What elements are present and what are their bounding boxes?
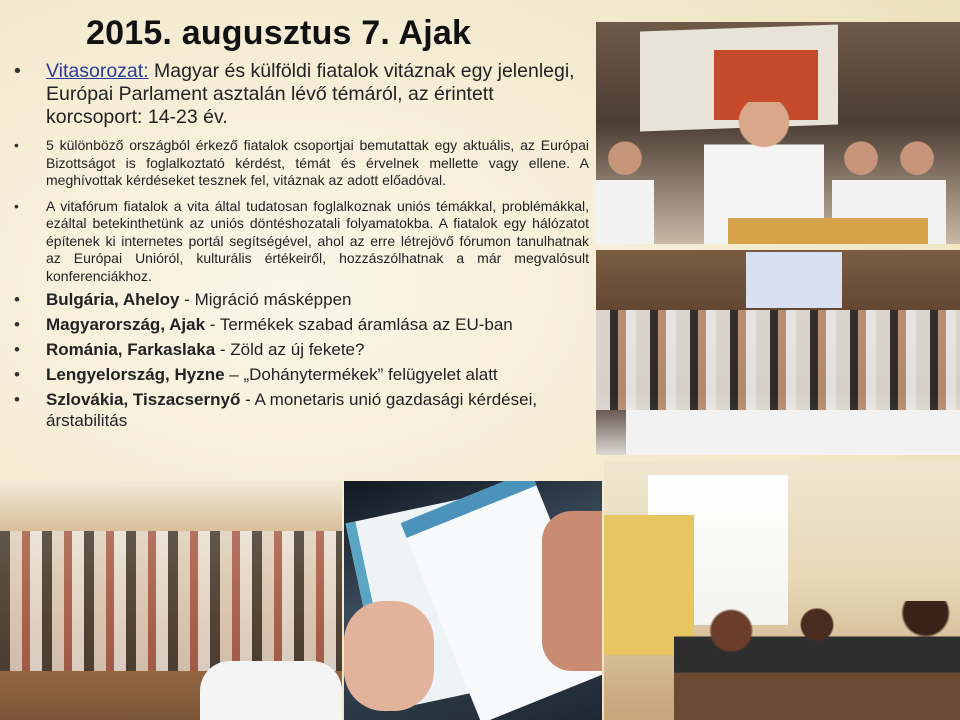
country-name: Szlovákia, Tiszacsernyő <box>46 390 241 409</box>
round-table <box>200 661 342 720</box>
podium <box>728 218 928 244</box>
country-item <box>14 389 589 431</box>
person-figure <box>596 134 654 244</box>
country-topic: - Zöld az új fekete? <box>215 340 365 359</box>
lead-text: Magyar és külföldi fiatalok vitáznak egy jelenlegi, Európai Parlament asztalán lévő témáról, az érintett korcsoport: 14-23 év. <box>46 60 575 128</box>
photo-speaker-podium <box>596 22 960 244</box>
country-topic: - Migráció másképpen <box>179 290 352 309</box>
country-name: Magyarország, Ajak <box>46 315 206 334</box>
country-name: Románia, Farkaslaka <box>46 340 216 359</box>
audience <box>0 531 342 671</box>
paragraph-bullet: • A vitafórum fiatalok a vita által tudatosan foglalkoznak uniós témákkal, problémákkal, ezáltal betekinthetünk az uniós döntéshozatali folyamatokba. A fiatalok egy hálózatot építenek ki internetes portál segítségével, ahol az erre létrejövő fórumon tanulhatnak az Európai Unióról, kulturális értékeiről, hozzászólhatnak a már megvalósult konferenciákhoz. <box>14 198 589 286</box>
country-topic: - Termékek szabad áramlása az EU-ban <box>205 315 513 334</box>
country-topic: – „Dohánytermékek” felügyelet alatt <box>224 365 498 384</box>
text-content <box>14 60 589 435</box>
photo-brochure <box>344 481 602 720</box>
country-item <box>14 339 589 360</box>
audience <box>596 310 960 410</box>
country-topic: - A monetaris unió gazdasági kérdései, árstabilitás <box>46 390 538 430</box>
country-item <box>14 289 589 310</box>
face <box>542 511 602 671</box>
bullet-list <box>14 60 589 431</box>
seated-people <box>674 601 960 720</box>
country-item <box>14 364 589 385</box>
head-table <box>626 410 960 455</box>
paragraph-bullet: • 5 különböző országból érkező fiatalok csoportjai bemutattak egy aktuális, az Európai Bizottságot is foglalkoztató kérdést, témát és érvelnek mellette vagy ellene. A meghívottak kérdéseket tesznek fel, vitáznak az adott előadóval. <box>14 137 589 190</box>
country-name: Bulgária, Aheloy <box>46 290 180 309</box>
photo-conference-hall <box>596 250 960 455</box>
photo-discussion-group <box>604 461 960 720</box>
page-title: 2015. augusztus 7. Ajak <box>86 14 472 52</box>
lead-bullet <box>14 60 589 129</box>
photo-audience-room <box>0 481 342 720</box>
country-item <box>14 314 589 335</box>
vitasorozat-link[interactable]: Vitasorozat: <box>46 60 149 82</box>
country-name: Lengyelország, Hyzne <box>46 365 225 384</box>
projection-screen <box>746 252 842 308</box>
hand <box>344 601 434 711</box>
